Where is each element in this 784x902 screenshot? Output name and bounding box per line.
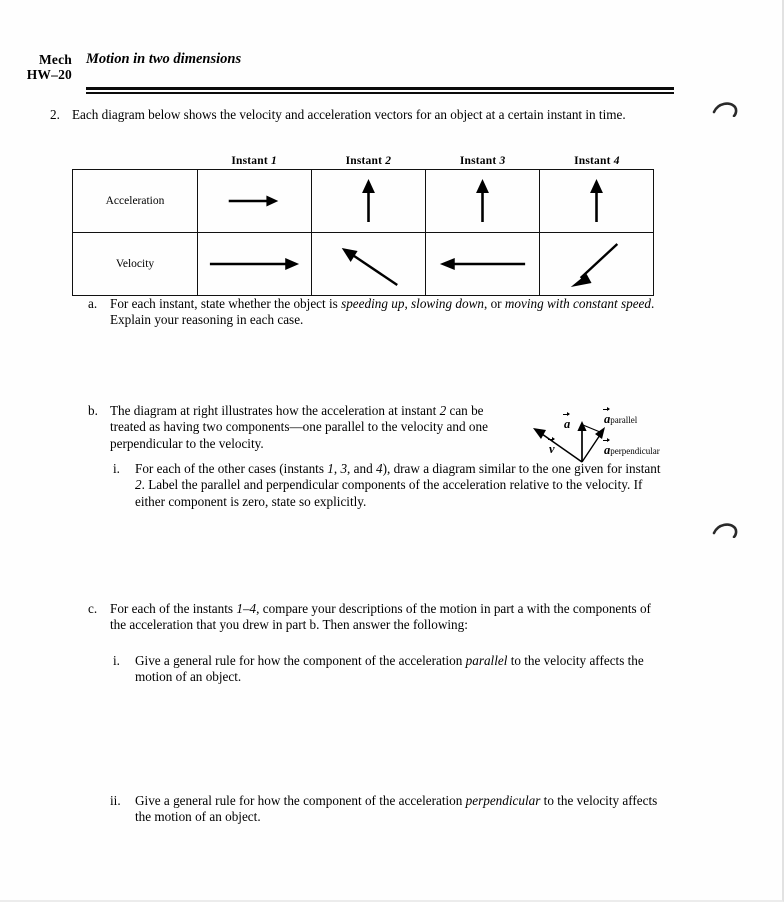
row-label-acceleration: Acceleration xyxy=(73,170,198,232)
cell-velocity-instant-4 xyxy=(540,233,653,295)
cell-acceleration-instant-1 xyxy=(198,170,312,232)
page-title: Motion in two dimensions xyxy=(86,51,242,67)
arrow-up-icon xyxy=(426,170,539,232)
part-a-marker: a. xyxy=(88,296,98,311)
cell-acceleration-instant-3 xyxy=(426,170,540,232)
cell-velocity-instant-2 xyxy=(312,233,426,295)
a-perpendicular-label: aperpendicular xyxy=(604,443,660,457)
arrow-right-icon xyxy=(198,170,311,232)
a-parallel-label: aparallel xyxy=(604,412,638,426)
arrow-right-icon xyxy=(198,233,311,295)
table-row-velocity xyxy=(73,232,653,295)
part-b-text: The diagram at right illustrates how the acceleration at instant 2 can be treated as having two components—one parallel to the velocity and one perpendicular to the velocity. xyxy=(110,403,488,451)
course-code-line: Mech xyxy=(38,52,72,67)
question-stem: Each diagram below shows the velocity and acceleration vectors for an object at a certain instant in time. xyxy=(72,107,626,122)
part-c-ii-marker: ii. xyxy=(110,793,121,808)
table-grid xyxy=(72,169,654,296)
column-header-instant-3: Instant 3 xyxy=(459,155,506,167)
row-label-velocity: Velocity xyxy=(73,233,198,295)
part-a-text: For each instant, state whether the object is speeding up, slowing down, or moving with constant speed. Explain your reasoning in each case. xyxy=(110,296,655,328)
page-header xyxy=(0,52,680,94)
part-c-text: For each of the instants 1–4, compare your descriptions of the motion in part a with the components of the acceleration that you drew in part b. Then answer the following: xyxy=(110,601,651,633)
column-header-instant-2: Instant 2 xyxy=(345,155,392,167)
cell-velocity-instant-1 xyxy=(198,233,312,295)
arrow-left-icon xyxy=(426,233,539,295)
arrow-up-icon xyxy=(312,170,425,232)
arrow-up-icon xyxy=(540,170,653,232)
column-header-instant-4: Instant 4 xyxy=(574,155,620,167)
part-b-marker: b. xyxy=(88,403,98,418)
velocity-vector-label: v xyxy=(549,442,555,456)
arrow-down-left-icon xyxy=(540,233,653,295)
question-number: 2. xyxy=(50,107,60,122)
instants-table xyxy=(72,155,654,296)
cell-velocity-instant-3 xyxy=(426,233,540,295)
table-row-acceleration xyxy=(73,170,653,232)
cell-acceleration-instant-4 xyxy=(540,170,653,232)
table-column-headers xyxy=(72,155,654,167)
page-code-line: HW–20 xyxy=(26,67,72,82)
header-double-rule xyxy=(86,87,674,94)
scan-smudge-artifact xyxy=(712,100,742,117)
part-c-marker: c. xyxy=(88,601,98,616)
part-b-i-marker: i. xyxy=(113,461,120,476)
part-c-ii-text: Give a general rule for how the component of the acceleration perpendicular to the velocity affects the motion of an object. xyxy=(135,793,658,825)
part-c-i-text: Give a general rule for how the component of the acceleration parallel to the velocity affects the motion of an object. xyxy=(135,653,644,685)
part-c-i-marker: i. xyxy=(113,653,120,668)
cell-acceleration-instant-2 xyxy=(312,170,426,232)
acceleration-vector-label: a xyxy=(564,417,571,431)
scan-smudge-artifact xyxy=(712,521,742,538)
part-b-i-text: For each of the other cases (instants 1, 3, and 4), draw a diagram similar to the one given for instant 2. Label the parallel and perpendicular components of the acceleration relative to the velocity. If either component is zero, state so explicitly. xyxy=(135,461,661,509)
column-header-instant-1: Instant 1 xyxy=(231,155,277,167)
header-course-code xyxy=(0,52,72,82)
arrow-up-left-icon xyxy=(312,233,425,295)
